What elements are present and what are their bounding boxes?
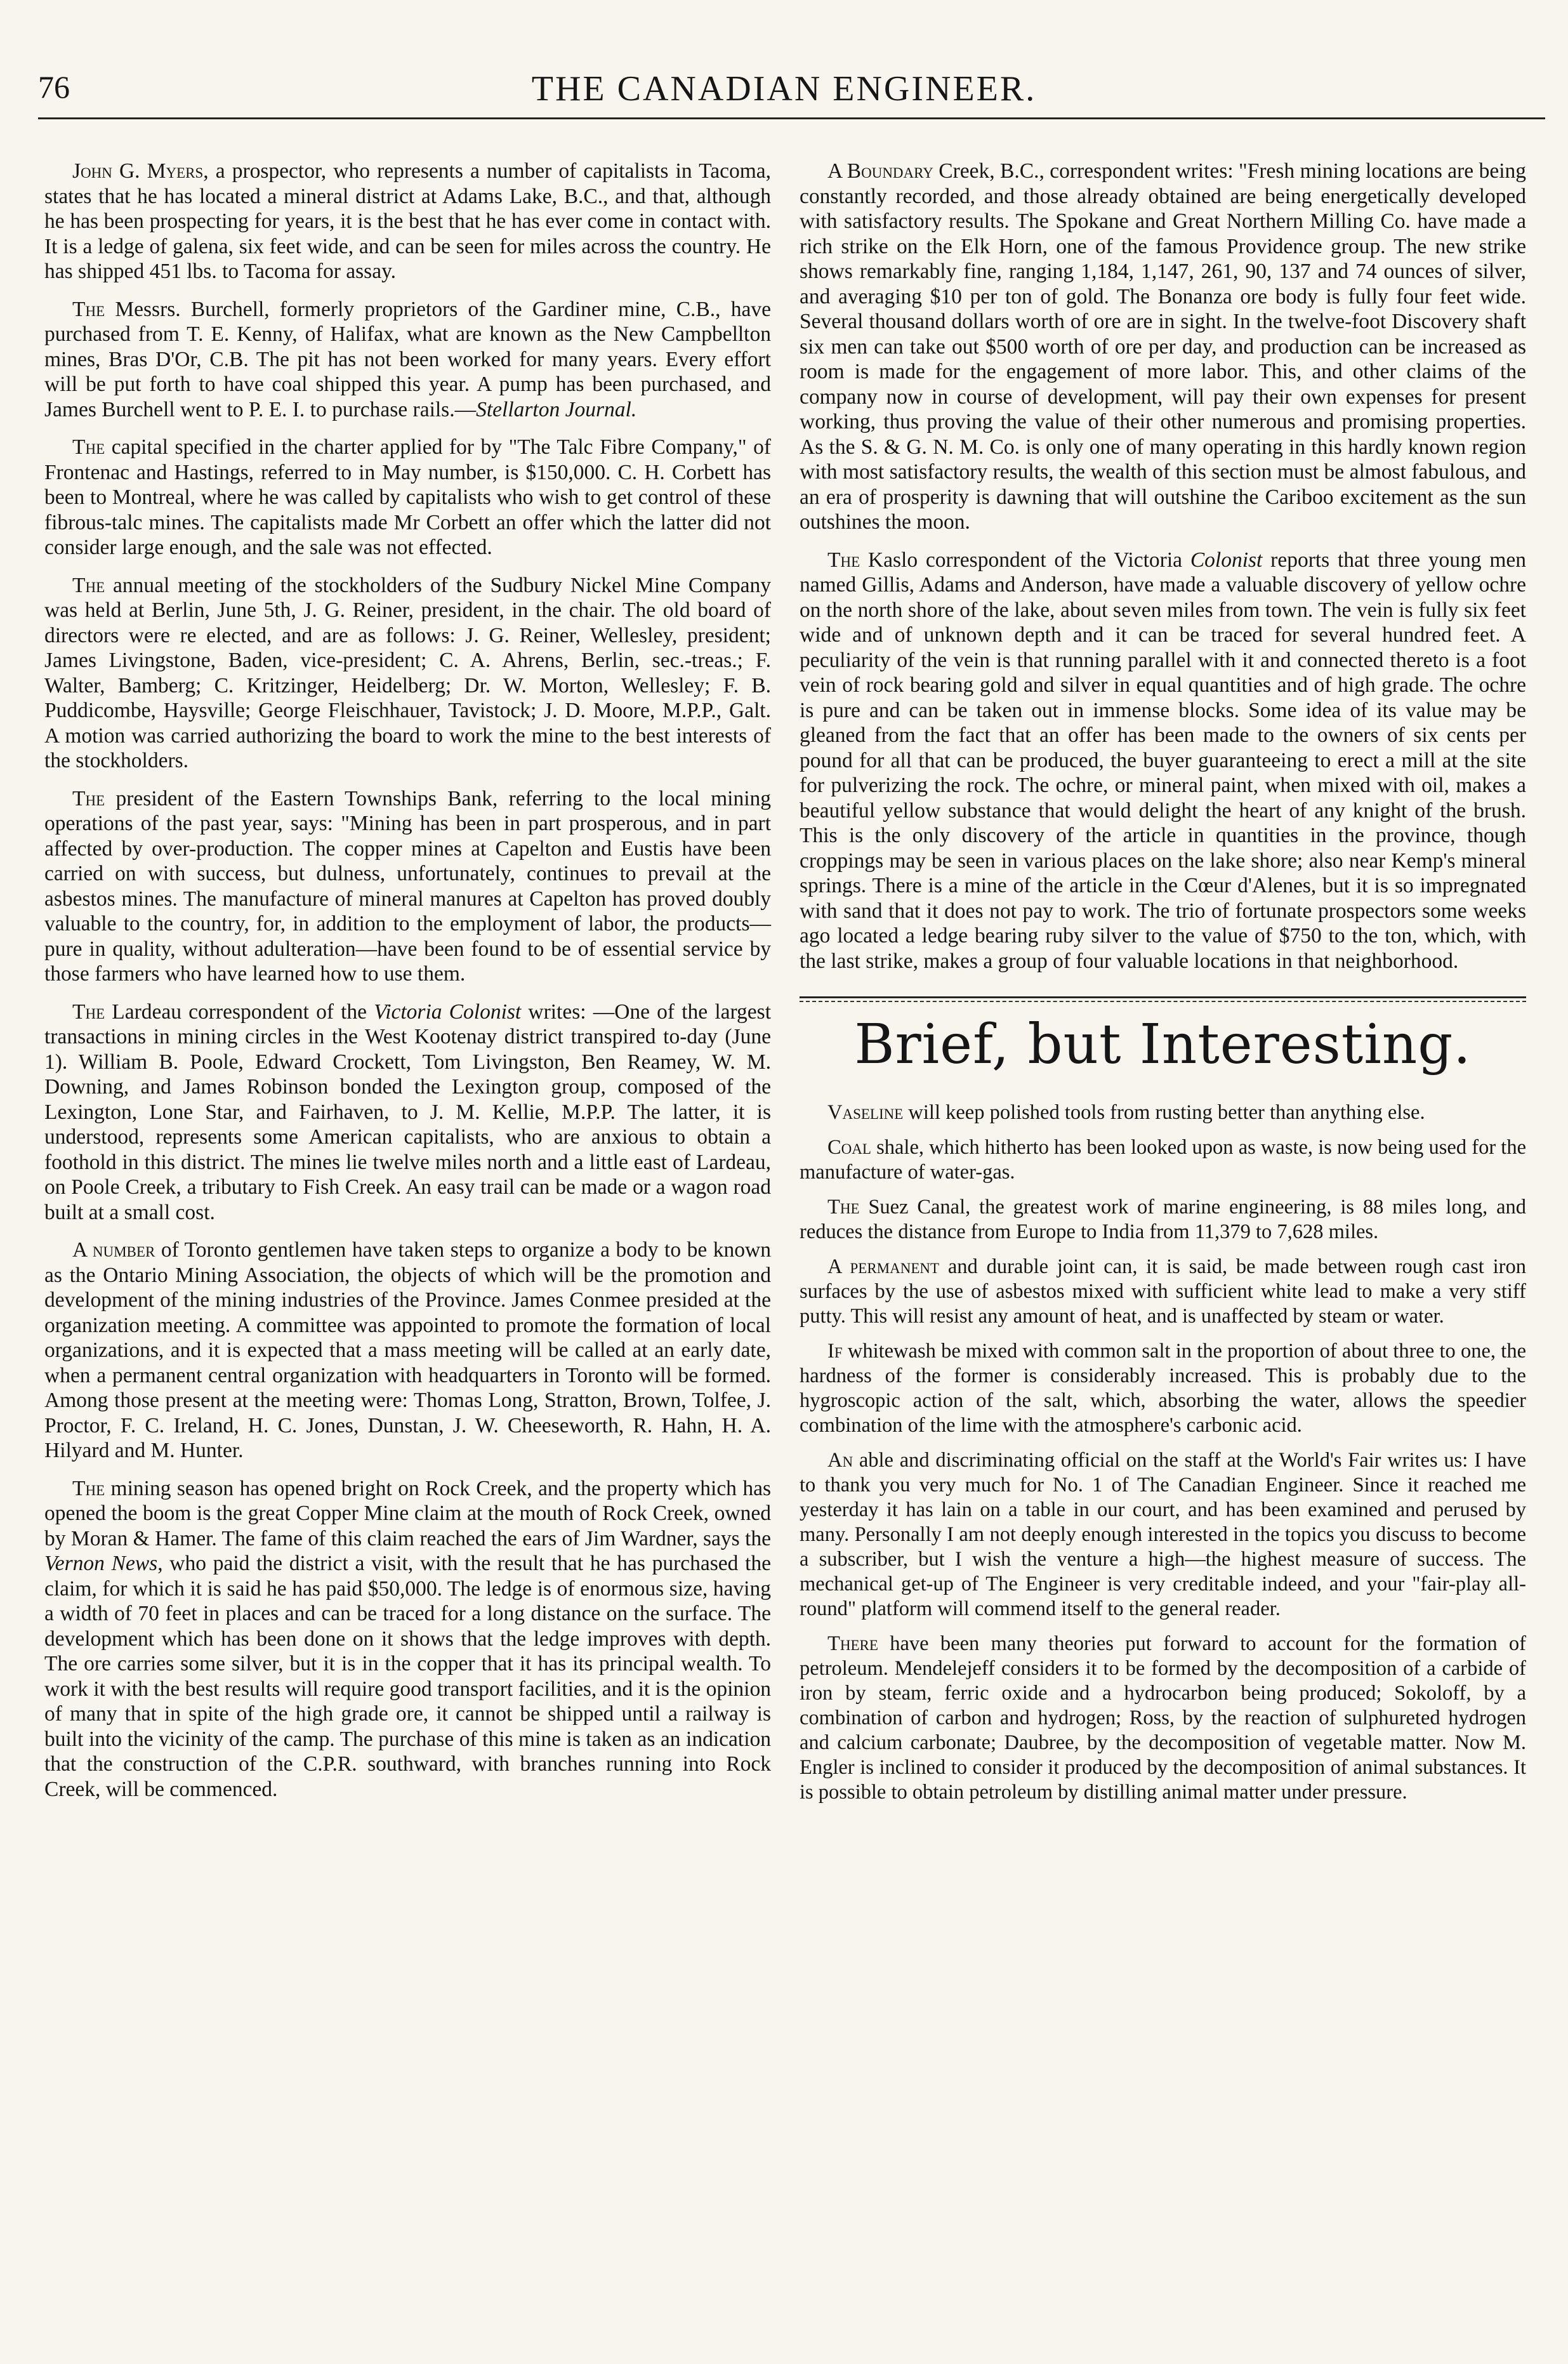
article-lead: The [72,1000,105,1024]
article-paragraph [800,1255,1526,1329]
article-lead: A permanent [827,1255,940,1278]
article-paragraph [44,435,771,560]
article-lead: The [72,573,105,597]
article-lead: Vaseline [827,1100,904,1124]
article-lead: John G. Myers, [72,159,209,183]
article-lead: The [827,1195,860,1218]
article-paragraph [800,548,1526,974]
section-rule-dashed [800,1001,1526,1002]
article-text: of Toronto gentlemen have taken steps to organize a body to be known as the Ontario Mining Association, the objects of which will be the promotion and development of the mining industries of the Province. James Conmee presided at the organization meeting. A committee was appointed to promote the formation of local organizations, and it is expected that a mass meeting will be called at an early date, when a permanent central organization with headquarters in Toronto will be formed. Among those present at the meeting were: Thomas Long, Stratton, Brown, Tolfee, J. Proctor, F. C. Ireland, H. C. Jones, Dunstan, J. W. Cheeseworth, R. Hahn, H. A. Hilyard and M. Hunter. [44,1238,771,1462]
article-text: whitewash be mixed with common salt in the proportion of about three to one, the hardness of the former is considerably increased. This is probably due to the hygroscopic action of the salt, which, absorbing the water, allows the speedier combination of the lime with the atmosphere's carbonic acid. [800,1339,1526,1437]
article-paragraph [44,1238,771,1463]
article-text: capital specified in the charter applied for by "The Talc Fibre Company," of Frontenac and Hastings, referred to in May number, is $150,000. C. H. Corbett has been to Montreal, where he was called by capitalists who wish to get control of these fibrous-talc mines. The capitalists made Mr Corbett an offer which the latter did not consider large enough, and the sale was not effected. [44,435,771,559]
article-lead: The [72,297,105,321]
article-paragraph [800,1632,1526,1805]
article-italic: Vernon News [44,1552,158,1575]
article-lead: If [827,1339,843,1363]
article-paragraph [44,786,771,987]
article-paragraph [44,573,771,774]
article-paragraph [800,159,1526,535]
article-text: and durable joint can, it is said, be made between rough cast iron surfaces by the use of asbestos mixed with sufficient white lead to make a very stiff putty. This will resist any amount of heat, and is unaffected by steam or water. [800,1255,1526,1328]
article-text: have been many theories put forward to account for the formation of petroleum. Mendelejeff considers it to be formed by the decomposition of a carbide of iron by steam, ferric oxide and a hydrocarbon being produced; Sokoloff, by a combination of carbon and hydrogen; Ross, by the reaction of sulphureted hydrogen and calcium carbonate; Daubree, by the decomposition of vegetable matter. Now M. Engler is inclined to consider it produced by the decomposition of animal substances. It is possible to obtain petroleum by distilling animal matter under pressure. [800,1632,1526,1804]
article-text: , who paid the district a visit, with the result that he has purchased the claim, for which it is said he has paid $50,000. The ledge is of enormous size, having a width of 70 feet in places and can be traced for a long distance on the surface. The development which has been done on it shows that the ledge improves with depth. The ore carries some silver, but it is in the copper that it has its principal wealth. To work it with the best results will require good transport facilities, and it is the opinion of many that in spite of the high grade ore, it cannot be shipped until a railway is built into the vicinity of the camp. The purchase of this mine is taken as an indication that the construction of the C.P.R. southward, with branches running into Rock Creek, will be commenced. [44,1552,772,1801]
left-column [44,159,771,1814]
page-number: 76 [38,69,70,105]
article-text: will keep polished tools from rusting better than anything else. [903,1100,1425,1124]
article-text: Messrs. Burchell, formerly proprietors of the Gardiner mine, C.B., have purchased from T. E. Kenny, of Halifax, what are known as the New Campbellton mines, Bras D'Or, C.B. The pit has not been worked for many years. Every effort will be put forth to have coal shipped this year. A pump has been purchased, and James Burchell went to P. E. I. to purchase rails.— [44,297,771,421]
article-paragraph [800,1100,1526,1125]
article-text: Creek, B.C., correspondent writes: "Fresh mining locations are being constantly recorded, and those already obtained are being energetically developed with satisfactory results. The Spokane and Great Northern Milling Co. have made a rich strike on the Elk Horn, one of the famous Providence group. The new strike shows remarkably fine, ranging 1,184, 1,147, 261, 90, 137 and 74 ounces of silver, and averaging $10 per ton of gold. The Bonanza ore body is fully four feet wide. Several thousand dollars worth of ore are in sight. In the twelve-foot Discovery shaft six men can take out $500 worth of ore per day, and production can be increased as room is made for the engagement of more labor. This, and other claims of the company now in course of development, will pay their own expenses for present working, thus proving the value of their other numerous and promising properties. As the S. & G. N. M. Co. is only one of many operating in this hardly known region with most satisfactory results, the wealth of this section must be almost fabulous, and an era of prosperity is dawning that will outshine the Cariboo excitement as the sun outshines the moon. [800,159,1527,534]
article-text: mining season has opened bright on Rock Creek, and the property which has opened the boom is the great Copper Mine claim at the mouth of Rock Creek, owned by Moran & Hamer. The fame of this claim reached the ears of Jim Wardner, says the [44,1476,771,1550]
article-paragraph [800,1339,1526,1438]
article-text: Kaslo correspondent of the Victoria [860,548,1190,572]
section-rule [800,996,1526,998]
article-lead: The [72,786,105,810]
right-column [800,159,1526,1815]
article-paragraph [44,159,771,284]
article-lead: Coal [827,1135,871,1159]
article-text: president of the Eastern Townships Bank, referring to the local mining operations of the past year, says: "Mining has been in part prosperous, and in part affected by over-production. The copper mines at Capelton and Eustis have been carried on with success, but dulness, unfortunately, continues to prevail at the asbestos mines. The manufacture of mineral manures at Capelton has proved doubly valuable to the country, for, in addition to the employment of labor, the products—pure in quality, without adulteration—have been found to be of essential service by those farmers who have learned how to use them. [44,786,771,986]
brief-section-items [800,1100,1526,1805]
article-paragraph [800,1448,1526,1621]
article-italic: Victoria Colonist [374,1000,522,1024]
right-column-articles [800,159,1526,974]
article-paragraph [44,297,771,423]
article-text: Lardeau correspondent of the [105,1000,374,1024]
article-text: Suez Canal, the greatest work of marine engineering, is 88 miles long, and reduces the distance from Europe to India from 11,379 to 7,628 miles. [800,1195,1526,1243]
brief-section-title: Brief, but Interesting. [854,1013,1472,1076]
article-lead: The [72,435,105,459]
article-lead: There [827,1632,878,1655]
article-lead: An [827,1448,853,1472]
article-lead: A number [72,1238,155,1262]
article-paragraph [800,1195,1526,1245]
article-lead: A Boundary [827,159,933,183]
article-text: reports that three young men named Gillis, Adams and Anderson, have made a valuable discovery of yellow ochre on the north shore of the lake, about seven miles from town. The vein is fully six feet wide and of unknown depth and it can be traced for several hundred feet. A peculiarity of the vein is that running parallel with it and connected thereto is a foot vein of rock bearing gold and silver in equal quantities and of high grade. The ochre is pure and can be taken out in immense blocks. Some idea of its value may be gleaned from the fact that an offer has been made to the owners of six cents per pound for all that can be produced, the buyer guaranteeing to erect a mill at the site for pulverizing the rock. The ochre, or mineral paint, when mixed with oil, makes a beautiful yellow substance that would delight the heart of any knight of the brush. This is the only discovery of the article in quantities in the province, though croppings may be seen in various places on the lake shore; also near Kemp's mineral springs. There is a mine of the article in the Cœur d'Alenes, but it is so impregnated with sand that it does not pay to work. The trio of fortunate prospectors some weeks ago located a ledge bearing ruby silver to the value of $750 to the ton, which, with the last strike, makes a group of four valuable locations in that neighborhood. [800,548,1526,973]
article-text: annual meeting of the stockholders of the Sudbury Nickel Mine Company was held at Berlin, June 5th, J. G. Reiner, president, in the chair. The old board of directors were re elected, and are as follows: J. G. Reiner, Wellesley, president; James Livingstone, Baden, vice-president; C. A. Ahrens, Berlin, sec.-treas.; F. Walter, Bamberg; C. Kritzinger, Heidelberg; Dr. W. Morton, Wellesley; F. B. Puddicombe, Haysville; George Fleischhauer, Tavistock; J. D. Moore, M.P.P., Galt. A motion was carried authorizing the board to work the mine to the best interests of the stockholders. [44,573,771,772]
article-lead: The [827,548,860,572]
article-text: able and discriminating official on the staff at the World's Fair writes us: I have to thank you very much for No. 1 of The Canadian Engineer. Since it reached me yesterday it has lain on a table in our court, and has been examined and perused by many. Personally I am not deeply enough interested in the topics you discuss to become a subscriber, but I wish the venture a high—the highest measure of success. The mechanical get-up of The Engineer is very creditable indeed, and your "fair-play all-round" platform will commend itself to the general reader. [800,1448,1526,1620]
article-text: writes: —One of the largest transactions in mining circles in the West Kootenay district transpired to-day (June 1). William B. Poole, Edward Crockett, Tom Livingston, Ben Reamey, W. M. Downing, and James Robinson bonded the Lexington group, composed of the Lexington, Lone Star, and Fairhaven, to J. M. Kellie, M.P.P. The latter, it is understood, represents some American capitalists, who are anxious to obtain a foothold in this district. The mines lie twelve miles north and a little east of Lardeau, on Poole Creek, a tributary to Fish Creek. An easy trail can be made or a wagon road built at a small cost. [44,1000,772,1224]
article-text: a prospector, who represents a number of capitalists in Tacoma, states that he has located a mineral district at Adams Lake, B.C., and that, although he has been prospecting for years, it is the best that he has ever come in contact with. It is a ledge of galena, six feet wide, and can be seen for miles across the country. He has shipped 451 lbs. to Tacoma for assay. [44,159,771,283]
article-paragraph [44,1476,771,1802]
article-paragraph [44,1000,771,1225]
article-lead: The [72,1476,105,1500]
article-paragraph [800,1135,1526,1185]
article-italic: Colonist [1190,548,1263,572]
header-rule [38,117,1545,119]
article-text: shale, which hitherto has been looked upon as waste, is now being used for the manufacture of water-gas. [800,1135,1526,1184]
article-source: Stellarton Journal. [476,397,637,421]
running-head: THE CANADIAN ENGINEER. [531,69,1037,109]
